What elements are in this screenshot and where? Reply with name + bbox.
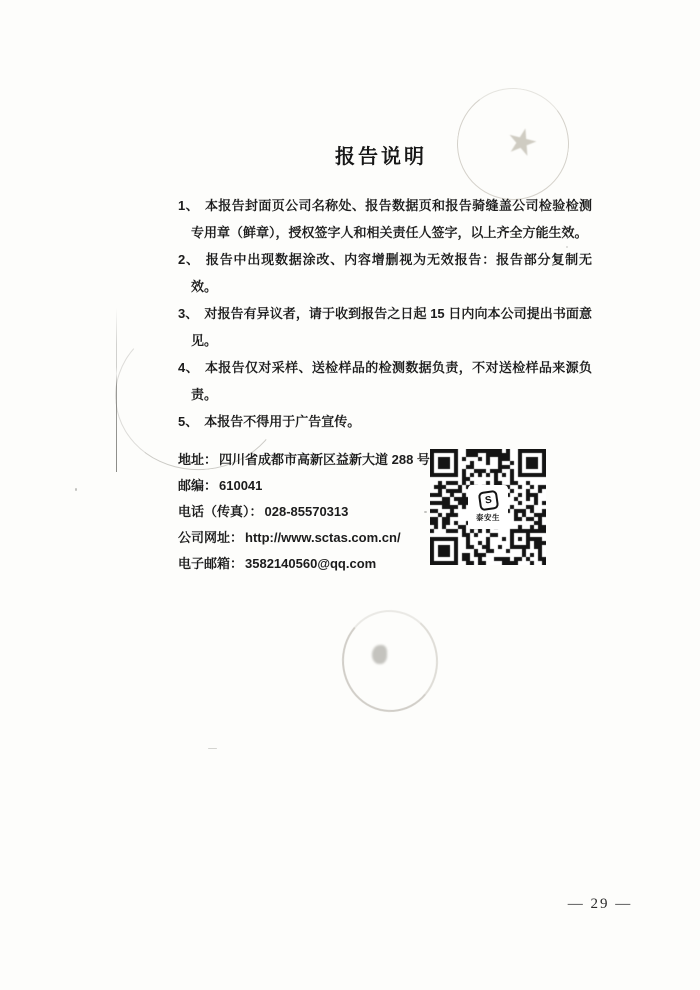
faint-stamp-blob	[372, 645, 387, 664]
contact-email	[178, 551, 458, 577]
report-notes-list	[178, 192, 592, 435]
note-number: 4、	[178, 360, 199, 375]
website-label: 公司网址：	[178, 530, 244, 545]
qr-code	[430, 449, 546, 565]
note-text: 本报告仅对采样、送检样品的检测数据负责，不对送检样品来源负责。	[191, 360, 592, 402]
note-number: 2、	[178, 252, 200, 267]
note-text: 本报告不得用于广告宣传。	[204, 414, 361, 429]
email-label: 电子邮箱：	[178, 556, 244, 571]
note-number: 1、	[178, 198, 199, 213]
address-value: 四川省成都市高新区益新大道 288 号	[219, 452, 430, 467]
contact-postcode	[178, 473, 458, 499]
contact-website	[178, 525, 458, 551]
note-item-3	[178, 300, 592, 354]
qr-center-logo	[468, 485, 508, 529]
note-item-1	[178, 192, 592, 246]
phone-value: 028-85570313	[264, 504, 349, 519]
note-item-2	[178, 246, 592, 300]
company-contact-block	[178, 447, 458, 577]
postcode-value: 610041	[219, 478, 263, 493]
note-number: 5、	[178, 414, 199, 429]
qr-logo-label: 泰安生	[476, 513, 500, 522]
qr-logo-icon: S	[477, 490, 498, 511]
note-text: 本报告封面页公司名称处、报告数据页和报告骑缝盖公司检验检测专用章（鲜章），授权签字人和相关责任人签字，以上齐全方能生效。	[191, 198, 592, 240]
email-value: 3582140560@qq.com	[245, 556, 377, 571]
page-number: — 29 —	[567, 896, 633, 912]
page-title: 报告说明	[335, 146, 427, 168]
scan-fold-line	[116, 308, 117, 472]
scan-speck	[75, 488, 77, 491]
postcode-label: 邮编：	[178, 478, 218, 493]
note-item-4	[178, 354, 592, 408]
note-item-5	[178, 408, 592, 435]
faint-stamp-circle-bottom	[339, 607, 442, 715]
scan-speck	[208, 748, 217, 749]
contact-phone-fax	[178, 499, 458, 525]
note-text: 报告中出现数据涂改、内容增删视为无效报告：报告部分复制无效。	[191, 252, 592, 294]
note-text: 对报告有异议者，请于收到报告之日起 15 日内向本公司提出书面意见。	[191, 306, 593, 348]
phone-label: 电话（传真）：	[178, 504, 263, 519]
note-number: 3、	[178, 306, 199, 321]
star-stamp-icon: ★	[501, 117, 543, 166]
website-value: http://www.sctas.com.cn/	[245, 530, 401, 545]
contact-address	[178, 447, 458, 473]
address-label: 地址：	[178, 452, 218, 467]
